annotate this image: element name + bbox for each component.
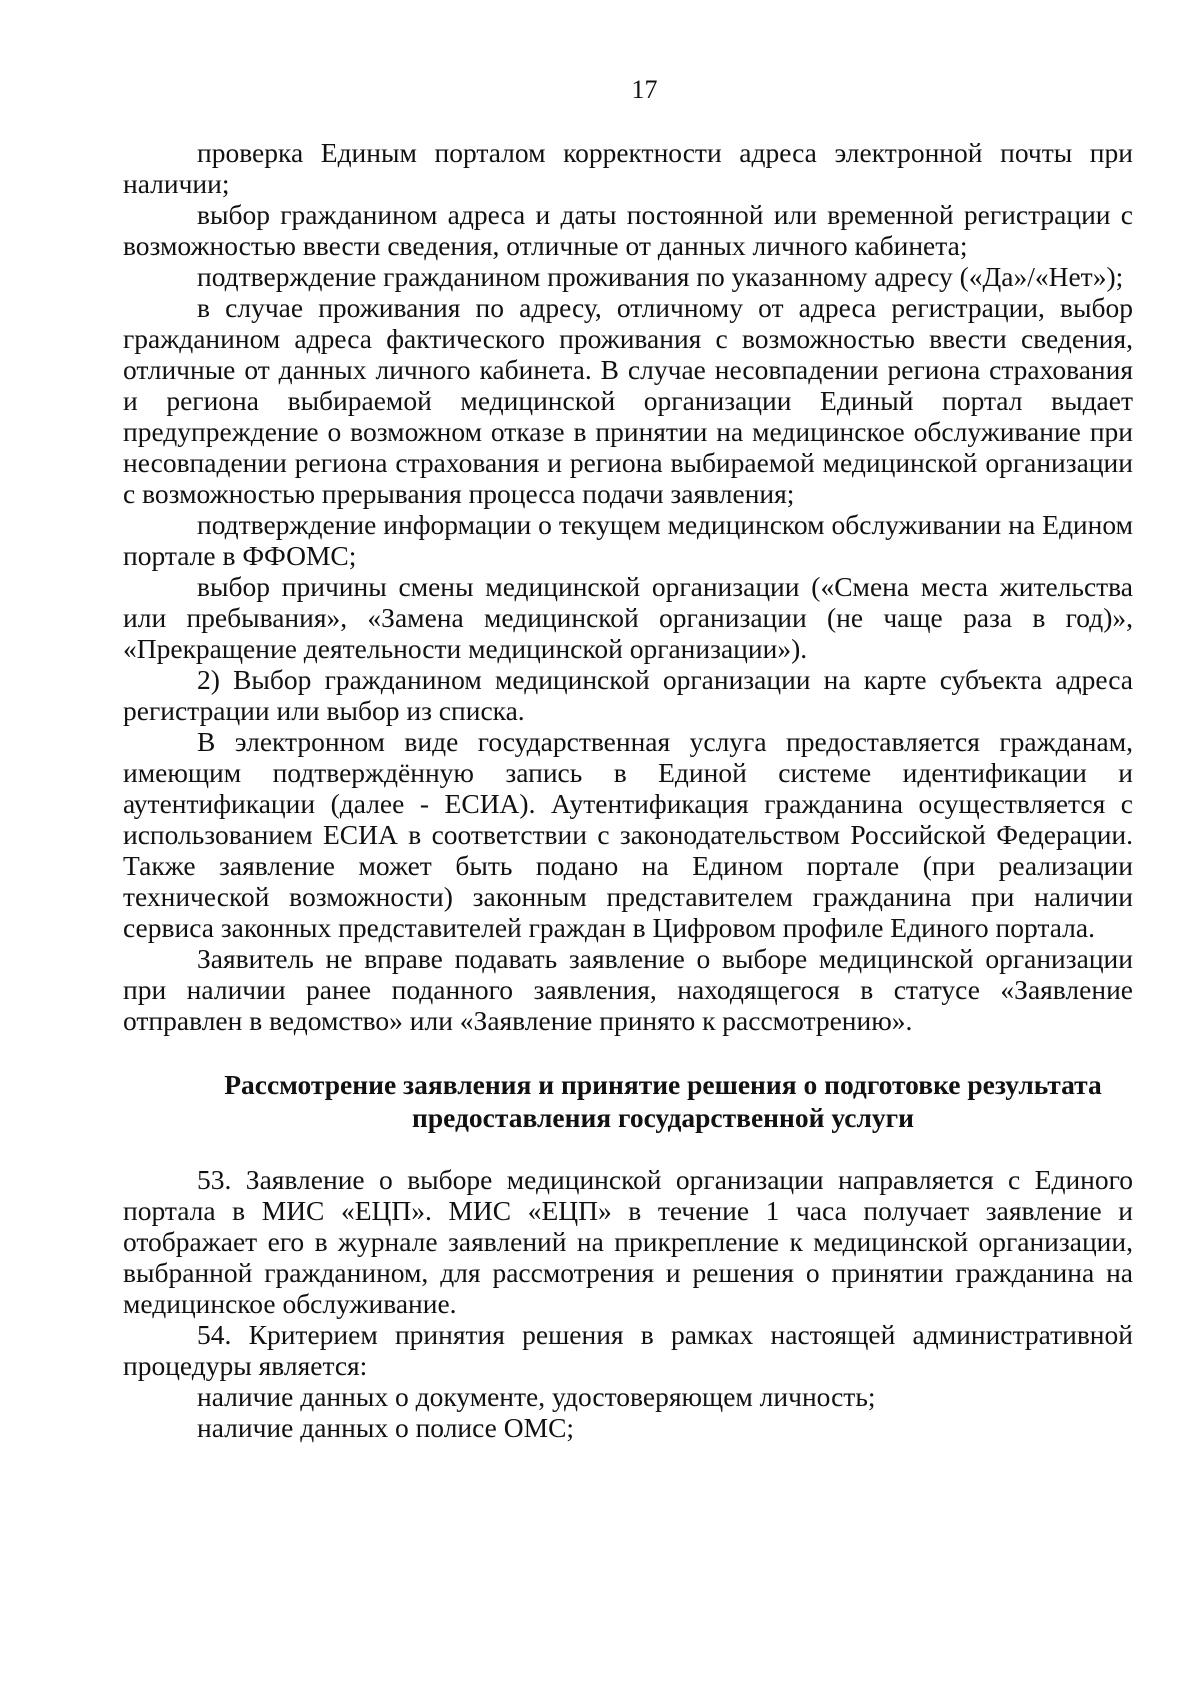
paragraph-email-check: проверка Единым порталом корректности адреса электронной почты при наличии;	[123, 137, 1133, 199]
paragraph-ffoms-confirmation: подтверждение информации о текущем медицинском обслуживании на Едином портале в ФФОМС;	[123, 509, 1133, 571]
page-number: 17	[631, 75, 658, 104]
section-heading-line-1: Рассмотрение заявления и принятие решения о подготовке результата	[224, 1069, 1102, 1100]
paragraph-53: 53. Заявление о выборе медицинской организации направляется с Единого портала в МИС «ЕЦП». МИС «ЕЦП» в течение 1 часа получает заявление и отображает его в журнале заявлений на прикрепление к медицинской организации, выбранной гражданином, для рассмотрения и решения о принятии гражданина на медицинское обслуживание.	[123, 1164, 1133, 1319]
paragraph-54: 54. Критерием принятия решения в рамках настоящей административной процедуры является:	[123, 1319, 1133, 1381]
paragraph-registration-address: выбор гражданином адреса и даты постоянной или временной регистрации с возможностью ввести сведения, отличные от данных личного кабинета;	[123, 199, 1133, 261]
paragraph-applicant-restriction: Заявитель не вправе подавать заявление о выборе медицинской организации при наличии ранее поданного заявления, находящегося в статусе «Заявление отправлен в ведомство» или «Заявление принято к рассмотрению».	[123, 943, 1133, 1036]
paragraph-change-reason: выбор причины смены медицинской организации («Смена места жительства или пребывания», «Замена медицинской организации (не чаще раза в год)», «Прекращение деятельности медицинской организации»).	[123, 571, 1133, 664]
section-heading-line-2: предоставления государственной услуги	[412, 1102, 914, 1133]
paragraph-esia: В электронном виде государственная услуга предоставляется гражданам, имеющим подтверждённую запись в Единой системе идентификации и аутентификации (далее - ЕСИА). Аутентификация гражданина осуществляется с использованием ЕСИА в соответствии с законодательством Российской Федерации. Также заявление может быть подано на Едином портале (при реализации технической возможности) законным представителем гражданина при наличии сервиса законных представителей граждан в Цифровом профиле Единого портала.	[123, 726, 1133, 943]
paragraph-actual-address: в случае проживания по адресу, отличному от адреса регистрации, выбор гражданином адреса фактического проживания с возможностью ввести сведения, отличные от данных личного кабинета. В случае несовпадении региона страхования и региона выбираемой медицинской организации Единый портал выдает предупреждение о возможном отказе в принятии на медицинское обслуживание при несовпадении региона страхования и региона выбираемой медицинской организации с возможностью прерывания процесса подачи заявления;	[123, 292, 1133, 509]
paragraph-residence-confirmation: подтверждение гражданином проживания по указанному адресу («Да»/«Нет»);	[197, 261, 1124, 292]
section-heading	[123, 1068, 1133, 1134]
document-body	[123, 137, 1133, 1443]
paragraph-criterion-identity: наличие данных о документе, удостоверяющем личность;	[197, 1381, 876, 1412]
paragraph-criterion-oms: наличие данных о полисе ОМС;	[197, 1412, 575, 1443]
paragraph-map-selection: 2) Выбор гражданином медицинской организации на карте субъекта адреса регистрации или выбор из списка.	[123, 664, 1133, 726]
